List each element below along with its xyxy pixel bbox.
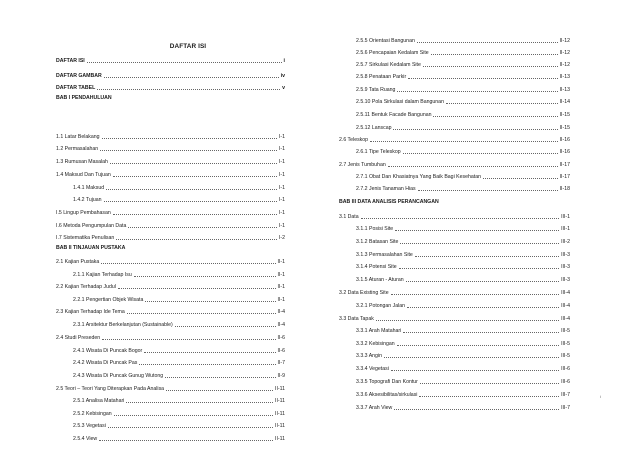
toc-entry-page: I-1: [278, 172, 285, 178]
toc-leader-dots: [397, 340, 559, 346]
toc-leader-dots: [483, 173, 558, 179]
toc-entry: [356, 111, 570, 118]
toc-entry-page: II-11: [275, 423, 285, 429]
toc-entry-title: DAFTAR TABEL: [56, 85, 96, 91]
toc-entry: [356, 124, 570, 131]
toc-entry-title: 2.5.5 Orientasi Bangunan: [356, 38, 415, 44]
toc-entry-page: I-1: [278, 197, 285, 203]
toc-leader-dots: [403, 148, 558, 154]
toc-entry-page: II-9: [277, 373, 285, 379]
toc-entry-page: II-17: [559, 162, 570, 168]
toc-leader-dots: [431, 49, 558, 55]
toc-leader-dots: [397, 86, 557, 92]
toc-entry-title: 1.1 Latar Belakang: [56, 134, 100, 140]
toc-leader-dots: [127, 308, 276, 314]
toc-entry: [56, 57, 285, 64]
toc-entry-page: III-5: [561, 353, 570, 359]
toc-entry-page: II-12: [559, 62, 570, 68]
toc-leader-dots: [134, 271, 276, 277]
toc-entry-title: 2.5.10 Pola Sirkulasi dalam Bangunan: [356, 99, 444, 105]
toc-entry: [356, 404, 570, 411]
toc-leader-dots: [394, 404, 559, 410]
toc-entry-title: 2.6.1 Tipe Teleskop: [356, 149, 401, 155]
toc-leader-dots: [403, 327, 559, 333]
toc-entry-title: BAB I PENDAHULUAN: [56, 95, 112, 101]
toc-leader-dots: [113, 171, 277, 177]
page-title: DAFTAR ISI: [169, 43, 207, 50]
toc-leader-dots: [99, 435, 273, 441]
toc-entry: [73, 296, 285, 303]
toc-entry-title: 2.5.12 Lanscap: [356, 125, 392, 131]
toc-leader-dots: [395, 225, 559, 231]
toc-entry-page: III-5: [561, 341, 570, 347]
toc-entry-page: II-4: [277, 309, 285, 315]
toc-entry-page: II-6: [277, 348, 285, 354]
toc-entry-page: II-6: [277, 335, 285, 341]
toc-entry: [73, 196, 285, 203]
toc-leader-dots: [384, 352, 559, 358]
toc-entry: [356, 276, 570, 283]
toc-leader-dots: [376, 315, 559, 321]
toc-leader-dots: [370, 136, 558, 142]
toc-entry-page: II-11: [275, 398, 285, 404]
toc-entry: [56, 234, 285, 241]
toc-entry-title: 2.5.7 Sirkulasi Kedalam Site: [356, 62, 421, 68]
toc-entry: [73, 184, 285, 191]
toc-entry: [56, 72, 285, 79]
toc-entry-title: 3.3.2 Kebisingan: [356, 341, 395, 347]
toc-leader-dots: [144, 347, 275, 353]
toc-leader-dots: [145, 296, 275, 302]
toc-entry-page: II-1: [277, 284, 285, 290]
toc-entry-page: II-1: [277, 259, 285, 265]
toc-entry: [339, 315, 570, 322]
toc-entry: [73, 410, 285, 417]
toc-entry: [356, 340, 570, 347]
toc-entry-title: 2.4 Studi Preseden: [56, 335, 101, 341]
toc-entry: [339, 289, 570, 296]
toc-leader-dots: [399, 263, 559, 269]
toc-entry: [356, 225, 570, 232]
toc-leader-dots: [108, 422, 273, 428]
toc-entry: [56, 171, 285, 178]
toc-entry-page: III-5: [561, 328, 570, 334]
toc-entry-page: II-11: [275, 386, 285, 392]
toc-entry-page: II-1: [277, 272, 285, 278]
toc-entry-page: III-6: [561, 366, 570, 372]
toc-entry-title: 1.2 Permasalahan: [56, 146, 99, 152]
toc-entry: [73, 422, 285, 429]
toc-leader-dots: [104, 72, 279, 78]
toc-chapter-heading: [339, 199, 570, 205]
toc-entry: [56, 158, 285, 165]
toc-entry-page: II-11: [275, 436, 285, 442]
toc-entry-page: III-3: [561, 277, 570, 283]
toc-leader-dots: [114, 410, 273, 416]
toc-entry-page: II-12: [559, 38, 570, 44]
toc-leader-dots: [420, 378, 559, 384]
toc-entry-page: II-17: [559, 174, 570, 180]
toc-entry-page: II-11: [275, 411, 285, 417]
toc-entry-title: 2.5.11 Bentuk Facade Bangunan: [356, 112, 432, 118]
toc-entry-title: 3.1.4 Potensi Site: [356, 264, 397, 270]
toc-entry-page: II-1: [277, 297, 285, 303]
toc-entry: [356, 148, 570, 155]
toc-entry-page: II-4: [277, 322, 285, 328]
toc-entry: [356, 378, 570, 385]
toc-entry-title: 2.4.2 Wisata Di Puncak Pas: [73, 360, 138, 366]
toc-leader-dots: [165, 372, 275, 378]
toc-leader-dots: [407, 302, 559, 308]
toc-entry-title: 3.3.3 Angin: [356, 353, 382, 359]
toc-leader-dots: [100, 145, 277, 151]
toc-entry-page: III-2: [561, 239, 570, 245]
toc-leader-dots: [139, 359, 275, 365]
toc-entry: [356, 238, 570, 245]
toc-entry-title: 2.4.3 Wisata Di Puncak Gunug Wutong: [73, 373, 164, 379]
toc-entry-page: II-16: [559, 149, 570, 155]
toc-entry: [73, 397, 285, 404]
toc-leader-dots: [361, 213, 559, 219]
toc-leader-dots: [128, 222, 277, 228]
toc-entry: [356, 173, 570, 180]
toc-leader-dots: [415, 251, 559, 257]
toc-entry: [56, 283, 285, 290]
toc-entry: [56, 385, 285, 392]
toc-entry-title: 3.2.1 Potongan Jalan: [356, 303, 406, 309]
toc-entry-page: III-7: [561, 405, 570, 411]
toc-entry: [339, 136, 570, 143]
toc-entry-title: 2.4.1 Wisata Di Puncak Bogor: [73, 348, 143, 354]
toc-entry: [73, 271, 285, 278]
toc-entry-title: 2.5.6 Pencapaian Kedalam Site: [356, 50, 429, 56]
toc-entry: [356, 365, 570, 372]
toc-entry-title: I.7 Sistematika Penulisan: [56, 235, 115, 241]
toc-entry-title: 2.1 Kajian Pustaka: [56, 259, 100, 265]
toc-entry-page: I-2: [278, 235, 285, 241]
toc-entry: [56, 334, 285, 341]
toc-entry: [356, 185, 570, 192]
toc-leader-dots: [388, 161, 558, 167]
toc-entry-title: BAB III DATA ANALISIS PERANCANGAN: [339, 199, 439, 205]
toc-entry-title: 1.4.1 Maksud: [73, 185, 105, 191]
toc-entry-title: 2.2 Kajian Terhadap Judul: [56, 284, 116, 290]
toc-leader-dots: [102, 133, 277, 139]
toc-entry-title: 3.3.5 Topografi Dan Kontur: [356, 379, 418, 385]
toc-entry: [339, 213, 570, 220]
toc-entry: [356, 73, 570, 80]
toc-leader-dots: [433, 111, 557, 117]
toc-entry-title: I.6 Metoda Pengumpulan Data: [56, 223, 127, 229]
toc-entry-title: 3.3.1 Arah Matahari: [356, 328, 402, 334]
toc-entry-page: III-1: [561, 226, 570, 232]
toc-entry-title: I.5 Lingup Pembahasan: [56, 210, 111, 216]
toc-entry-page: I-1: [278, 210, 285, 216]
toc-entry-page: I-1: [278, 146, 285, 152]
toc-entry-page: II-13: [559, 87, 570, 93]
toc-entry-title: 3.1.5 Aturan - Aturan: [356, 277, 404, 283]
toc-entry-title: 2.2.1 Pengertian Objek Wisata: [73, 297, 144, 303]
toc-entry-title: 3.3 Data Tapak: [339, 316, 374, 322]
page-number: i: [600, 394, 601, 399]
toc-entry-page: I-1: [278, 185, 285, 191]
toc-entry: [73, 372, 285, 379]
toc-entry: [356, 49, 570, 56]
toc-entry-title: DAFTAR ISI: [56, 58, 85, 64]
toc-entry-page: II-13: [559, 74, 570, 80]
toc-entry-title: 2.6 Teleskop: [339, 137, 369, 143]
toc-entry: [56, 145, 285, 152]
toc-entry: [56, 222, 285, 229]
toc-entry: [356, 391, 570, 398]
toc-entry-page: I-1: [278, 223, 285, 229]
toc-entry: [356, 352, 570, 359]
toc-entry-title: 1.4.2 Tujuan: [73, 197, 102, 203]
toc-entry-title: DAFTAR GAMBAR: [56, 73, 102, 79]
toc-entry-page: III-3: [561, 252, 570, 258]
toc-leader-dots: [101, 258, 275, 264]
toc-leader-dots: [113, 209, 277, 215]
toc-entry-title: 2.5.9 Tata Ruang: [356, 87, 396, 93]
toc-entry-title: 2.5.3 Vegetasi: [73, 423, 106, 429]
toc-entry-page: III-6: [561, 379, 570, 385]
toc-entry: [73, 435, 285, 442]
toc-leader-dots: [423, 61, 558, 67]
toc-entry-title: 2.3.1 Arsitektur Berkelanjutan (Sustainable): [73, 322, 173, 328]
toc-entry: [356, 302, 570, 309]
toc-entry-page: III-4: [561, 303, 570, 309]
toc-entry-title: 3.3.6 Aksesibilitas/sirkulasi: [356, 392, 418, 398]
toc-entry-page: II-14: [559, 99, 570, 105]
toc-entry: [56, 258, 285, 265]
toc-entry-page: III-4: [561, 290, 570, 296]
toc-entry-title: 2.3 Kajian Terhadap Ide Tema: [56, 309, 125, 315]
toc-entry-page: I-1: [278, 134, 285, 140]
toc-entry-title: 2.1.1 Kajian Terhadap Isu: [73, 272, 132, 278]
toc-entry-title: 3.1.3 Permasalahan Site: [356, 252, 413, 258]
toc-entry-page: II-7: [277, 360, 285, 366]
toc-entry-page: iv: [280, 73, 285, 79]
toc-leader-dots: [106, 184, 277, 190]
toc-entry: [356, 98, 570, 105]
toc-entry-title: 1.3 Rumusan Masalah: [56, 159, 108, 165]
toc-entry-title: 3.1.2 Batasan Site: [356, 239, 399, 245]
toc-entry-page: II-15: [559, 125, 570, 131]
toc-entry: [56, 84, 285, 91]
toc-leader-dots: [417, 37, 558, 43]
toc-entry: [356, 263, 570, 270]
toc-entry-page: I-1: [278, 159, 285, 165]
toc-leader-dots: [102, 334, 275, 340]
toc-entry-title: 2.7 Jenis Tumbuhan: [339, 162, 386, 168]
toc-leader-dots: [175, 321, 276, 327]
toc-entry-title: 2.5.1 Analisa Matahari: [73, 398, 125, 404]
toc-entry-title: 2.5.4 View: [73, 436, 98, 442]
toc-entry-page: II-15: [559, 112, 570, 118]
toc-entry: [356, 37, 570, 44]
toc-entry: [56, 308, 285, 315]
toc-entry: [356, 327, 570, 334]
toc-entry-page: III-3: [561, 264, 570, 270]
toc-entry-page: i: [283, 58, 285, 64]
toc-leader-dots: [408, 73, 557, 79]
toc-entry-title: 3.3.4 Vegetasi: [356, 366, 389, 372]
toc-entry-page: III-1: [561, 214, 570, 220]
toc-entry-title: 3.3.7 Arah View: [356, 405, 393, 411]
toc-leader-dots: [87, 57, 282, 63]
toc-entry-title: 3.2 Data Existing Site: [339, 290, 389, 296]
toc-entry: [356, 61, 570, 68]
toc-entry-title: 2.7.2 Jenis Tanaman Hias: [356, 186, 416, 192]
toc-entry: [73, 321, 285, 328]
toc-leader-dots: [393, 124, 557, 130]
toc-entry: [73, 359, 285, 366]
toc-entry: [356, 251, 570, 258]
toc-leader-dots: [400, 238, 559, 244]
toc-leader-dots: [419, 391, 559, 397]
toc-chapter-heading: [56, 245, 285, 251]
toc-entry-title: 2.5 Teori – Teori Yang Diterapkan Pada Analisa: [56, 386, 165, 392]
toc-leader-dots: [418, 185, 558, 191]
toc-entry: [56, 209, 285, 216]
toc-entry: [356, 86, 570, 93]
toc-leader-dots: [391, 289, 559, 295]
toc-leader-dots: [166, 385, 273, 391]
toc-entry-page: III-4: [561, 316, 570, 322]
toc-entry-page: v: [282, 85, 285, 91]
toc-entry-page: II-18: [559, 186, 570, 192]
toc-leader-dots: [118, 283, 276, 289]
toc-entry-title: 2.5.2 Kebisingan: [73, 411, 112, 417]
toc-entry: [73, 347, 285, 354]
toc-leader-dots: [110, 158, 277, 164]
toc-entry-title: 2.7.1 Obat Dan Khasiatnya Yang Baik Bagi Kesehatan: [356, 174, 481, 180]
toc-leader-dots: [126, 397, 273, 403]
toc-entry-title: 1.4 Maksud Dan Tujuan: [56, 172, 111, 178]
toc-entry-title: BAB II TINJAUAN PUSTAKA: [56, 245, 126, 251]
toc-leader-dots: [104, 196, 277, 202]
toc-entry-title: 3.1 Data: [339, 214, 359, 220]
toc-entry: [56, 133, 285, 140]
toc-leader-dots: [116, 234, 277, 240]
toc-entry-title: 2.5.8 Penataan Parkir: [356, 74, 407, 80]
toc-chapter-heading: [56, 95, 285, 101]
toc-leader-dots: [97, 84, 280, 90]
toc-leader-dots: [391, 365, 559, 371]
toc-entry-page: III-7: [561, 392, 570, 398]
toc-entry-page: II-16: [559, 137, 570, 143]
toc-entry-page: II-12: [559, 50, 570, 56]
toc-entry: [339, 161, 570, 168]
toc-leader-dots: [406, 276, 559, 282]
toc-entry-title: 3.1.1 Posisi Site: [356, 226, 394, 232]
toc-leader-dots: [446, 98, 558, 104]
